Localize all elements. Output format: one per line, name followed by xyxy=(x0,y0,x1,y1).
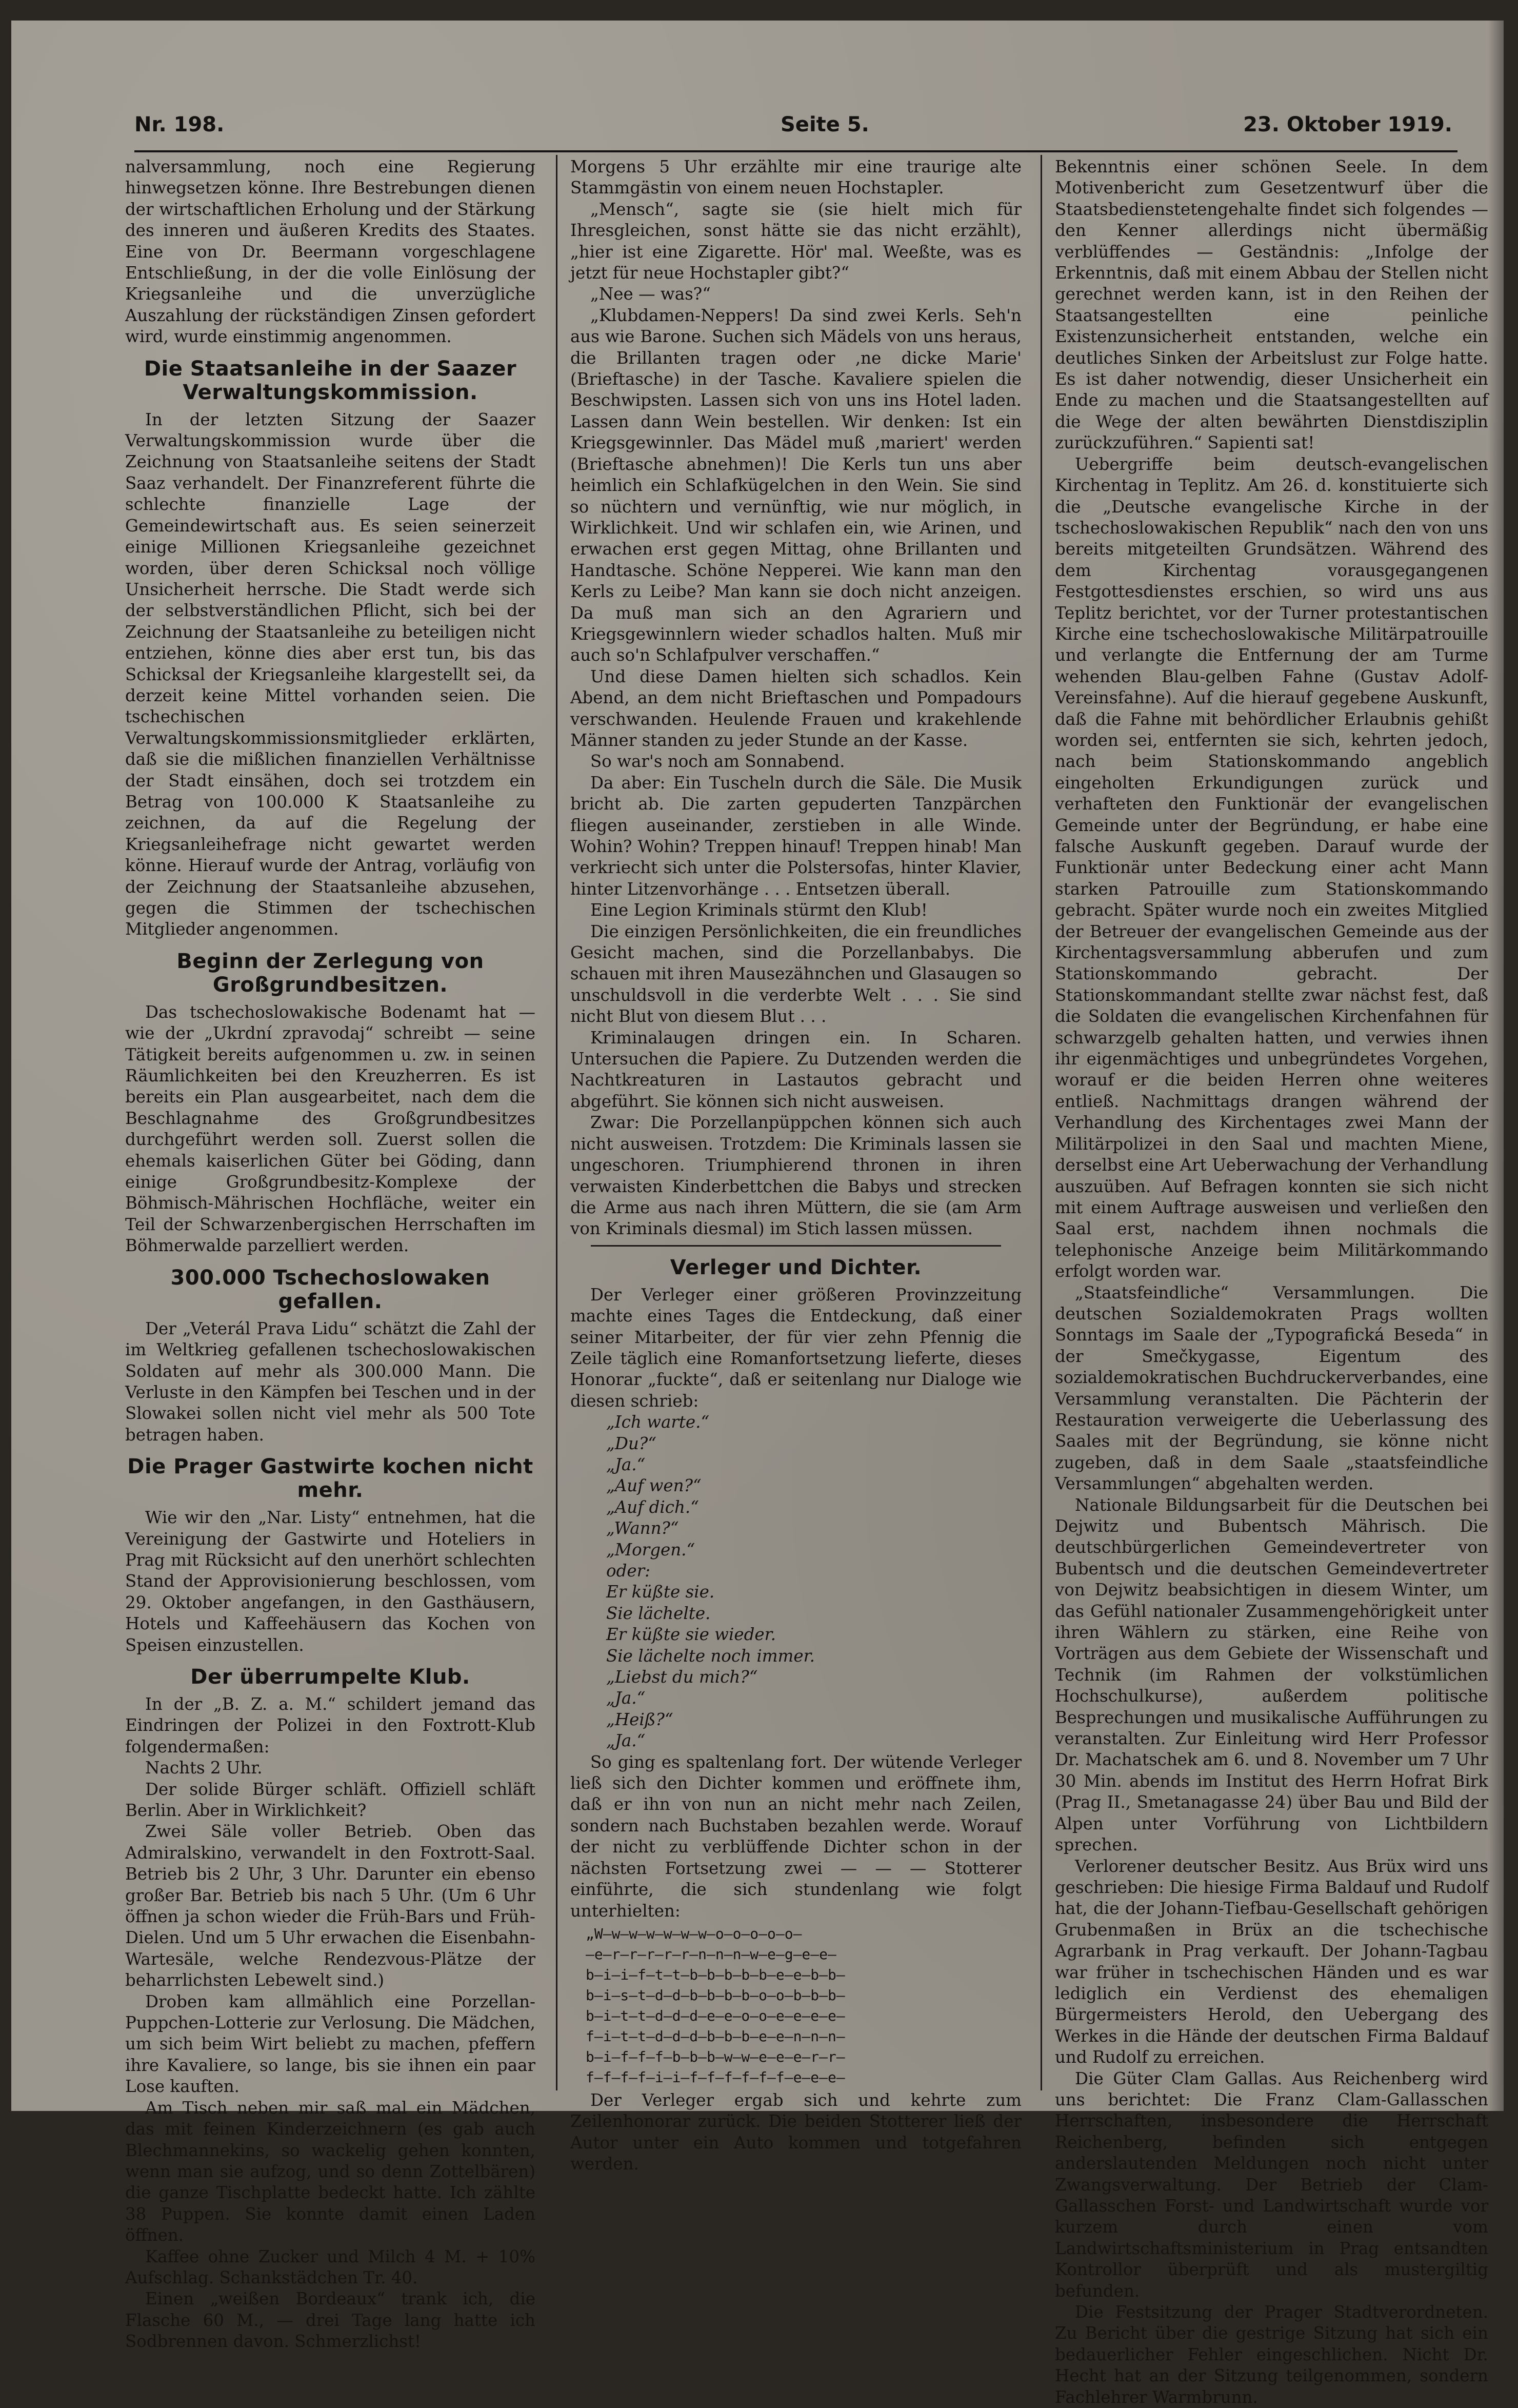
article-paragraph: Droben kam allmählich eine Porzellan-Puppchen-Lotterie zur Verlosung. Die Mädchen, um sich beim Wirt beliebt zu machen, pfeffern ihre Kavaliere, so lange, bis sie ihnen ein paar Lose kauften. xyxy=(125,1991,535,2097)
article-paragraph: In der letzten Sitzung der Saazer Verwaltungskommission wurde über die Zeichnung von Staatsanleihe seitens der Stadt Saaz verhandelt. Der Finanzreferent führte die schlechte finanzielle Lage der Gemeindewirtschaft aus. Es seien seinerzeit einige Millionen Kriegsanleihe gezeichnet worden, über deren Schicksal noch völlige Unsicherheit herrsche. Die Stadt werde sich der selbstverständlichen Pflicht, sich bei der Zeichnung der Staatsanleihe zu beteiligen nicht entziehen, könne dies aber erst tun, bis das Schicksal der Kriegsanleihe klargestellt sei, da derzeit keine Mittel vorhanden seien. Die tschechischen Verwaltungskommissionsmitglieder erklärten, daß sie die mißlichen finanziellen Verhältnisse der Stadt einsähen, doch sei trotzdem ein Betrag von 100.000 K Staatsanleihe zu zeichnen, da auf die Regelung der Kriegsanleihefrage nicht gewartet werden könne. Hierauf wurde der Antrag, vorläufig von der Zeichnung der Staatsanleihe abzusehen, gegen die Stimmen der tschechischen Mitglieder angenommen. xyxy=(125,409,535,939)
dialogue-verse: „Ich warte.“ „Du?“ „Ja.“ „Auf wen?“ „Auf dich.“ „Wann?“ „Morgen.“ oder: Er küßte sie. Sie lächelte. Er küßte sie wieder. Sie lächelte noch immer. „Liebst du mich?“ „Ja.“ „Heiß?“ „Ja.“ xyxy=(606,1412,815,1751)
column-left xyxy=(125,156,535,2352)
article-paragraph: Der Verleger einer größeren Provinzzeitung machte eines Tages die Entdeckung, daß einer seiner Mitarbeiter, der für vier zehn Pfennig die Zeile täglich eine Romanfortsetzung lieferte, dieses Honorar „fuckte“, daß er seitenlang nur Dialoge wie diesen schrieb: xyxy=(570,1285,1022,1411)
article-paragraph: Morgens 5 Uhr erzählte mir eine traurige alte Stammgästin von einem neuen Hochstapler. xyxy=(570,157,1022,198)
page-number: Seite 5. xyxy=(781,113,869,136)
issue-date: 23. Oktober 1919. xyxy=(1243,113,1452,136)
article-paragraph: Einen „weißen Bordeaux“ trank ich, die Flasche 60 M., — drei Tage lang hatte ich Sodbrennen davon. Schmerzlichst! xyxy=(125,2289,535,2352)
article-paragraph: Die Güter Clam Gallas. Aus Reichenberg wird uns berichtet: Die Franz Clam-Gallasschen Herrschaften, insbesondere die Herrschaft Reichenberg, befinden sich entgegen anderslautenden Meldungen noch nicht unter Zwangsverwaltung. Der Betrieb der Clam-Gallasschen Forst- und Landwirtschaft wurde vor kurzem durch einen vom Landwirtschaftsministerium in Prag entsandten Kontrollor überprüft und als mustergiltig befunden. xyxy=(1055,2068,1488,2301)
column-middle xyxy=(570,156,1022,2174)
page-shadow xyxy=(1488,21,1504,2111)
article-paragraph: So war's noch am Sonnabend. xyxy=(590,752,845,772)
article-paragraph: So ging es spaltenlang fort. Der wütende Verleger ließ sich den Dichter kommen und eröffnete ihm, daß er ihn von nun an nicht mehr nach Zeilen, sondern nach Buchstaben bezahlen werde. Worauf der nicht zu verblüffende Dichter schon in der nächsten Fortsetzung zwei — — — Stotterer einführte, die sich stundenlang wie folgt unterhielten: xyxy=(570,1752,1022,1921)
article-paragraph: Der „Veterál Prava Lidu“ schätzt die Zahl der im Weltkrieg gefallenen tschechoslowakischen Soldaten auf mehr als 300.000 Mann. Die Verluste in den Kämpfen bei Teschen und in der Slowakei sollen nicht viel mehr als 500 Tote betragen haben. xyxy=(125,1318,535,1445)
newspaper-page xyxy=(11,21,1504,2407)
article-paragraph: nalversammlung, noch eine Regierung hinwegsetzen könne. Ihre Bestrebungen dienen der wirtschaftlichen Erholung und der Stärkung des inneren und äußeren Kredits des Staates. Eine von Dr. Beermann vorgeschlagene Entschließung, in der die volle Einlösung der Kriegsanleihe und die unverzügliche Auszahlung der rückständigen Zinsen gefordert wird, wurde einstimmig angenommen. xyxy=(125,157,535,347)
issue-number: Nr. 198. xyxy=(134,113,225,136)
header-rule xyxy=(134,150,1457,152)
article-paragraph: Nachts 2 Uhr. xyxy=(145,1758,263,1778)
article-paragraph: Da aber: Ein Tuscheln durch die Säle. Die Musik bricht ab. Die zarten gepuderten Tanzpärchen fliegen auseinander, zerstieben in alle Winde. Wohin? Wohin? Treppen hinauf! Treppen hinab! Man verkriecht sich unter die Polstersofas, hinter Klavier, hinter Litzenvorhänge . . . Entsetzen überall. xyxy=(570,773,1022,899)
article-paragraph: Zwar: Die Porzellanpüppchen können sich auch nicht ausweisen. Trotzdem: Die Kriminals lassen sie ungeschoren. Triumphierend thronen in ihren verwaisten Kinderbettchen die Babys und strecken die Arme aus nach ihren Müttern, die sie (am Arm von Kriminals diesmal) im Stich lassen müssen. xyxy=(570,1113,1022,1239)
article-paragraph: Verlorener deutscher Besitz. Aus Brüx wird uns geschrieben: Die hiesige Firma Baldauf und Rudolf hat, die der Johann-Tiefbau-Gesellschaft gehörigen Grubenmaßen in Brüx an die tschechische Agrarbank in Prag verkauft. Der Johann-Tagbau war früher in tschechischen Händen und es war lediglich ein Verdienst des ehemaligen Bürgermeisters Herold, den Uebergang des Werkes in die Hände der deutschen Firma Baldauf und Rudolf zu erreichen. xyxy=(1055,1856,1488,2067)
article-paragraph: Bekenntnis einer schönen Seele. In dem Motivenbericht zum Gesetzentwurf über die Staatsbedienstetengehalte findet sich folgendes — den Kenner allerdings nicht übermäßig verblüffendes — Geständnis: „Infolge der Erkenntnis, daß mit einem Abbau der Stellen nicht gerechnet werden kann, ist in den Reihen der Staatsangestellten eine peinliche Existenzunsicherheit entstanden, welche ein deutliches Sinken der Arbeitslust zur Folge hatte. Es ist daher notwendig, dieser Unsicherheit ein Ende zu machen und die Staatsangestellten auf die Wege der alten bewährten Dienstdisziplin zurückzuführen.“ Sapienti sat! xyxy=(1055,157,1488,453)
article-paragraph: „Klubdamen-Neppers! Da sind zwei Kerls. Seh'n aus wie Barone. Suchen sich Mädels von uns heraus, die Brillanten tragen oder ,ne dicke Marie' (Brieftasche) in der Tasche. Kavaliere spielen die Beschwipsten. Lassen sich von uns ins Hotel laden. Lassen dann Wein bestellen. Wir denken: Ist ein Kriegsgewinnler. Das Mädel muß ,mariert' werden (Brieftasche abnehmen)! Die Kerls tun uns aber heimlich ein Schlafkügelchen in den Wein. Sie sind so nüchtern und vernünftig, wie nur möglich, in Wirklichkeit. Und wir schlafen ein, wie Arinen, und erwachen erst gegen Mittag, ohne Brillanten und Handtasche. Schöne Nepperei. Wie kann man den Kerls zu Leibe? Man kann sie doch nicht anzeigen. Da muß man sich an den Agrariern und Kriegsgewinnlern wieder schadlos halten. Muß mir auch so'n Schlafpulver verschaffen.“ xyxy=(570,305,1022,665)
article-headline: Die Prager Gastwirte kochen nicht mehr. xyxy=(127,1455,533,1503)
article-paragraph: Zwei Säle voller Betrieb. Oben das Admiralskino, verwandelt in den Foxtrott-Saal. Betrieb bis 2 Uhr, 3 Uhr. Darunter ein ebenso großer Bar. Betrieb bis nach 5 Uhr. (Um 6 Uhr öffnen ja schon wieder die Früh-Bars und Früh-Dielen. Und um 5 Uhr erwachen die Eisenbahn-Wartesäle, welche Rendezvous-Plätze der beharrlichsten Lebewelt sind.) xyxy=(125,1822,535,1990)
article-paragraph: Kriminalaugen dringen ein. In Scharen. Untersuchen die Papiere. Zu Dutzenden werden die Nachtkreaturen in Lastautos gebracht und abgeführt. Sie können sich nicht ausweisen. xyxy=(570,1028,1022,1111)
page-header xyxy=(11,103,1504,144)
article-headline: 300.000 Tschechoslowaken gefallen. xyxy=(170,1266,490,1313)
article-paragraph: „Mensch“, sagte sie (sie hielt mich für Ihresgleichen, sonst hätte sie das nicht erzählt), „hier ist eine Zigarette. Hör' mal. Weeßte, was es jetzt für neue Hochstapler gibt?“ xyxy=(570,199,1022,283)
article-paragraph: „Nee — was?“ xyxy=(590,284,711,304)
article-paragraph: Am Tisch neben mir saß mal ein Mädchen, das mit feinen Kinderzeichnern (es gab auch Blechmannekins, so wackelig gehen konnten, wenn man sie aufzog, und so denn Zottelbären) die ganze Tischplatte bedeckt hatte. Ich zählte 38 Puppen. Sie konnte damit einen Laden öffnen. xyxy=(125,2098,535,2245)
stutter-lines: „W—w—w—w—w—w—w—o—o—o—o—o— —e—r—r—r—r—r—n—n—n—w—e—g—e—e— b—i—i—f—t—t—b—b—b—b—b—e—e—b—b— b—i—s—t—d—d—b—b—b—b—o—o—b—b—b— b—i—t—t—d—d—d—e—e—o—o—e—e—e—e— f—i—t—t—d—d—d—b—b—b—e—e—n—n—n— b—i—f—f—f—b—b—b—w—w—e—e—e—r—r— f—f—f—f—i—i—f—f—f—f—f—f—e—e—e— xyxy=(586,1925,845,2086)
article-headline: Die Staatsanleihe in der Saazer Verwaltungskommission. xyxy=(144,357,517,404)
article-paragraph: Kaffee ohne Zucker und Milch 4 M. + 10% Aufschlag. Schankstädchen Tr. 40. xyxy=(125,2246,535,2287)
column-divider xyxy=(556,155,557,2090)
article-paragraph: Das tschechoslowakische Bodenamt hat — wie der „Ukrdní zpravodaj“ schreibt — seine Tätigkeit bereits aufgenommen u. zw. in seinen Räumlichkeiten bei den Kreuzherren. Es ist bereits ein Plan ausgearbeitet, nach dem die Beschlagnahme des Großgrundbesitzes durchgeführt werden soll. Zuerst sollen die ehemals kaiserlichen Güter bei Göding, dann einige Großgrundbesitz-Komplexe der Böhmisch-Mährischen Hochfläche, weiter ein Teil der Schwarzenbergischen Herrschaften im Böhmerwalde parzelliert werden. xyxy=(125,1002,535,1256)
article-paragraph: Der solide Bürger schläft. Offiziell schläft Berlin. Aber in Wirklichkeit? xyxy=(125,1779,535,1820)
article-paragraph: Der Verleger ergab sich und kehrte zum Zeilenhonorar zurück. Die beiden Stotterer ließ der Autor unter ein Auto kommen und totgefahren werden. xyxy=(570,2090,1022,2174)
column-divider xyxy=(1041,155,1042,2090)
article-paragraph: In der „B. Z. a. M.“ schildert jemand das Eindringen der Polizei in den Foxtrott-Klub folgendermaßen: xyxy=(125,1694,535,1756)
article-paragraph: Nationale Bildungsarbeit für die Deutschen bei Dejwitz und Bubentsch Mährisch. Die deutschbürgerlichen Gemeindevertreter von Bubentsch und die deutschen Gemeindevertreter von Dejwitz beabsichtigen in diesem Winter, um das Gefühl nationaler Zusammengehörigkeit unter ihren Wählern zu stärken, eine Reihe von Vorträgen aus dem Gebiete der Wissenschaft und Technik (im Rahmen der volkstümlichen Hochschulkurse), außerdem politische Besprechungen und musikalische Aufführungen zu veranstalten. Zur Einleitung wird Herr Professor Dr. Machatschek am 6. und 8. November um 7 Uhr 30 Min. abends im Institut des Herrn Hofrat Birk (Prag II., Smetanagasse 24) über Bau und Bild der Alpen unter Vorführung von Lichtbildern sprechen. xyxy=(1055,1495,1488,1855)
article-headline: Verleger und Dichter. xyxy=(670,1255,922,1279)
column-right xyxy=(1055,156,1488,2407)
article-paragraph: Uebergriffe beim deutsch-evangelischen Kirchentag in Teplitz. Am 26. d. konstituierte sich die „Deutsche evangelische Kirche in der tschechoslowakischen Republik“ nach den von uns bereits mitgeteilten Grundsätzen. Während des dem Kirchentag vorausgegangenen Festgottesdienstes erschien, so wird uns aus Teplitz berichtet, vor der Turner protestantischen Kirche eine tschechoslowakische Militärpatrouille und verlangte die Entfernung der am Turme wehenden Blau-gelben Fahne (Gustav Adolf-Vereinsfahne). Auf die hierauf gegebene Auskunft, daß die Fahne mit behördlicher Erlaubnis gehißt worden sei, entfernten sie sich, kehrten jedoch, nach beim Stationskommando angeblich eingeholten Erkundigungen zurück und verhafteten den Funktionär der evangelischen Gemeinde unter der Begründung, er habe eine falsche Auskunft gegeben. Darauf wurde der Funktionär unter Bedeckung einer acht Mann starken Patrouille zum Stationskommando gebracht. Später wurde noch ein zweites Mitglied der Betreuer der evangelischen Gemeinde aus der Kirchentagsversammlung abberufen und zum Stationskommando gebracht. Der Stationskommandant stellte zwar nächst fest, daß die Soldaten die evangelischen Kirchenfahnen für schwarzgelb gehalten hatten, und verwies ihnen ihr eigenmächtiges und unbegründetes Vorgehen, worauf er die beiden Herren ohne weiteres entließ. Nachmittags drangen während der Verhandlung des Kirchentages zwei Mann der Militärpolizei in den Saal und machten Miene, derselbst eine Art Ueberwachung der Verhandlung auszuüben. Auf Befragen konnten sie sich nicht mit einem Auftrage ausweisen und verließen den Saal erst, nachdem ihnen nochmals die telephonische Anzeige beim Militärkommando erfolgt worden war. xyxy=(1055,454,1488,1281)
section-rule xyxy=(591,1245,1001,1247)
article-paragraph: Eine Legion Kriminals stürmt den Klub! xyxy=(590,900,928,920)
article-paragraph: Die Festsitzung der Prager Stadtverordneten. Zu Bericht über die gestrige Sitzung hat sich ein bedauerlicher Fehler eingeschlichen. Nicht Dr. Hecht hat an der Sitzung teilgenommen, sondern Fachlehrer Warmbrunn. xyxy=(1055,2302,1488,2407)
article-paragraph: Die einzigen Persönlichkeiten, die ein freundliches Gesicht machen, sind die Porzellanbabys. Die schauen mit ihren Mausezähnchen und Glasaugen so unschuldsvoll in die verderbte Welt . . . Sie sind nicht Blut von diesem Blut . . . xyxy=(570,921,1022,1027)
article-paragraph: Wie wir den „Nar. Listy“ entnehmen, hat die Vereinigung der Gastwirte und Hoteliers in Prag mit Rücksicht auf den unerhört schlechten Stand der Approvisionierung beschlossen, vom 29. Oktober angefangen, in den Gasthäusern, Hotels und Kaffeehäusern das Kochen von Speisen einzustellen. xyxy=(125,1508,535,1655)
article-paragraph: „Staatsfeindliche“ Versammlungen. Die deutschen Sozialdemokraten Prags wollten Sonntags im Saale der „Typografická Beseda“ in der Smečkygasse, Eigentum des sozialdemokratischen Buchdruckerverbandes, eine Versammlung veranstalten. Die Pächterin der Restauration verweigerte die Ueberlassung des Saales mit der Begründung, sie könne nicht zugeben, daß in dem Saale „staatsfeindliche Versammlungen“ abgehalten werden. xyxy=(1055,1282,1488,1494)
article-headline: Der überrumpelte Klub. xyxy=(190,1665,470,1689)
article-headline: Beginn der Zerlegung von Großgrundbesitzen. xyxy=(176,949,484,997)
article-paragraph: Und diese Damen hielten sich schadlos. Kein Abend, an dem nicht Brieftaschen und Pompadours verschwanden. Heulende Frauen und krakehlende Männer standen zu jeder Stunde an der Kasse. xyxy=(570,666,1022,750)
